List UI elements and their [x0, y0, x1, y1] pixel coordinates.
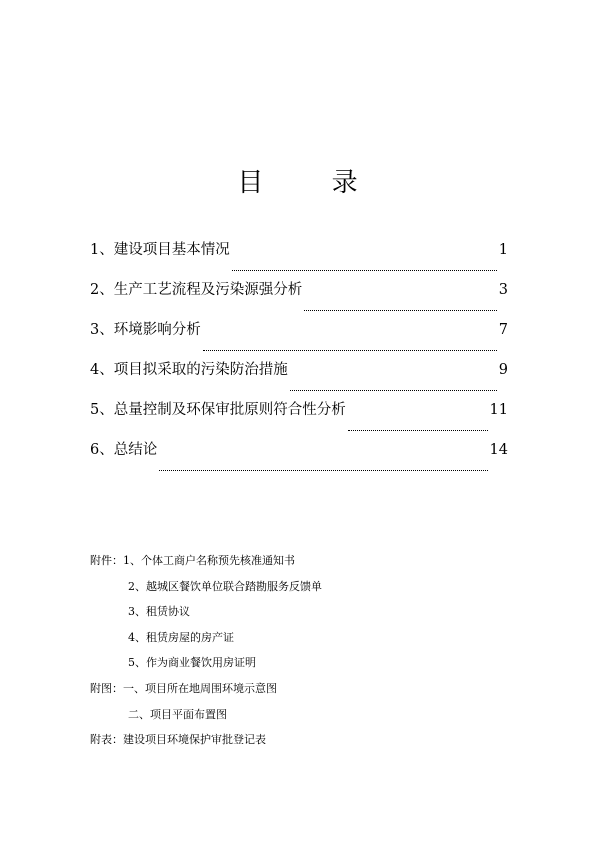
annex-item: 2、越城区餐饮单位联合踏勘服务反馈单	[128, 579, 322, 593]
annex-row	[90, 553, 510, 579]
toc-entry-title: 总量控制及环保审批原则符合性分析	[113, 402, 346, 418]
toc-entry-page: 1	[498, 242, 508, 258]
toc-entry-title: 环境影响分析	[113, 322, 201, 338]
toc-entry-page: 11	[489, 402, 508, 418]
annex-item: 1、个体工商户名称预先核准通知书	[123, 554, 295, 567]
toc-entry-page: 3	[498, 282, 508, 298]
toc-entry-page: 9	[498, 362, 508, 378]
figure-row	[90, 681, 510, 707]
annex-row	[90, 604, 510, 630]
annex-item: 5、作为商业餐饮用房证明	[128, 656, 256, 670]
toc-entry-number: 5、	[90, 402, 114, 418]
toc-entry-title: 总结论	[113, 442, 158, 458]
table-item: 建设项目环境保护审批登记表	[123, 733, 266, 747]
annex-item: 4、租赁房屋的房产证	[128, 630, 234, 644]
toc-dot-leader	[304, 309, 497, 311]
table-label: 附表：	[90, 733, 123, 747]
toc-entry[interactable]	[90, 320, 508, 360]
toc-dot-leader	[203, 349, 497, 351]
toc-entry-page: 7	[498, 322, 508, 338]
annex-item: 3、租赁协议	[128, 605, 190, 619]
toc-entry-number: 6、	[90, 442, 114, 458]
figure-label: 附图：	[90, 681, 123, 695]
toc-entry[interactable]	[90, 360, 508, 400]
toc-entry[interactable]	[90, 440, 508, 480]
toc-entry[interactable]	[90, 280, 508, 320]
toc-entry-number: 3、	[90, 322, 114, 338]
figure-item: 一、项目所在地周围环境示意图	[123, 681, 277, 695]
toc-entry-title: 项目拟采取的污染防治措施	[113, 362, 288, 378]
figure-item: 二、项目平面布置图	[128, 707, 227, 721]
annex-row	[90, 655, 510, 681]
toc-dot-leader	[232, 269, 497, 271]
figure-row	[90, 707, 510, 733]
annex-label: 附件：	[90, 554, 123, 567]
table-row	[90, 732, 510, 758]
toc-entry-number: 2、	[90, 282, 114, 298]
table-of-contents	[90, 240, 508, 480]
toc-entry[interactable]	[90, 400, 508, 440]
attachments-section	[90, 553, 510, 758]
toc-entry-number: 1、	[90, 242, 114, 258]
toc-entry-title: 建设项目基本情况	[113, 242, 230, 258]
annex-row	[90, 630, 510, 656]
toc-entry-page: 14	[489, 442, 508, 458]
toc-entry-title: 生产工艺流程及污染源强分析	[113, 282, 303, 298]
annex-row	[90, 579, 510, 605]
toc-dot-leader	[159, 469, 487, 471]
toc-dot-leader	[290, 389, 497, 391]
toc-entry-number: 4、	[90, 362, 114, 378]
toc-dot-leader	[348, 429, 488, 431]
toc-entry[interactable]	[90, 240, 508, 280]
page-title: 目 录	[237, 168, 388, 198]
